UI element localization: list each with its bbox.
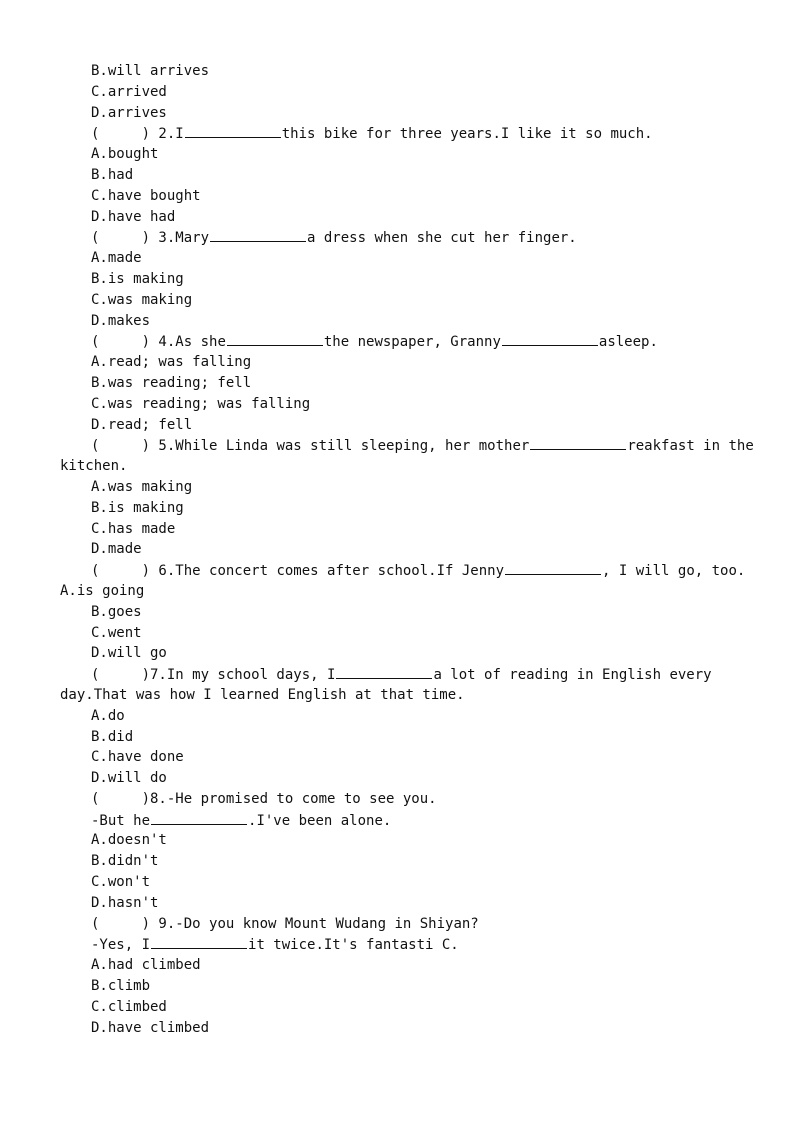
q6-number: ( ) 6. xyxy=(91,563,176,580)
q6-option-d: D.will go xyxy=(91,645,167,662)
q7-option-b: B.did xyxy=(91,728,134,745)
question-list xyxy=(60,61,754,1038)
q5-option-b: B.is making xyxy=(91,499,184,516)
q8-stem: ( )8.-He promised to come to see you. xyxy=(91,790,437,807)
q1-option-b: B.will arrives xyxy=(91,63,210,79)
q7-answer-blank[interactable] xyxy=(336,664,432,679)
q3-option-c: C.was making xyxy=(91,291,193,308)
q2-option-a: A.bought xyxy=(91,146,159,163)
q9-stem: ( ) 9.-Do you know Mount Wudang in Shiyan? xyxy=(91,915,479,932)
q8-stem-reply: -But he .I've been alone. xyxy=(60,810,750,831)
q6-option-b: B.goes xyxy=(91,603,142,620)
q9-option-c: C.climbed xyxy=(91,998,167,1015)
q3-number: ( ) 3. xyxy=(91,230,176,247)
q2-answer-blank[interactable] xyxy=(185,123,281,138)
q7-stem-continuation: day.That was how I learned English at that time. xyxy=(60,686,465,703)
q2-number: ( ) 2. xyxy=(91,126,176,143)
q1-option-d: D.arrives xyxy=(91,104,167,121)
q9-option-d: D.have climbed xyxy=(91,1019,210,1036)
q5-answer-blank[interactable] xyxy=(530,435,626,450)
q9-answer-blank[interactable] xyxy=(151,934,247,949)
q7-number: ( )7. xyxy=(91,667,167,684)
q5-number: ( ) 5. xyxy=(91,438,176,455)
q3-stem: ( ) 3.Mary a dress when she cut her finger. xyxy=(60,227,750,248)
q9-stem-reply: -Yes, I it twice.It's fantasti C. xyxy=(60,934,750,955)
q3-answer-blank[interactable] xyxy=(210,227,306,242)
q2-option-c: C.have bought xyxy=(91,187,201,204)
q2-stem: ( ) 2.I this bike for three years.I like it so much. xyxy=(60,123,750,144)
q8-answer-blank[interactable] xyxy=(151,810,247,825)
q1-option-c: C.arrived xyxy=(91,83,167,100)
q3-option-d: D.makes xyxy=(91,312,151,329)
q5-stem: ( ) 5.While Linda was still sleeping, her mother reakfast in the xyxy=(60,435,750,456)
q7-stem: ( )7.In my school days, I a lot of reading in English every xyxy=(60,664,750,685)
q8-option-d: D.hasn't xyxy=(91,894,159,911)
q6-option-a: A.is going xyxy=(60,582,145,599)
q4-answer-blank-2[interactable] xyxy=(502,331,598,346)
q5-stem-continuation: kitchen. xyxy=(60,458,128,475)
q3-option-b: B.is making xyxy=(91,270,184,287)
q3-option-a: A.made xyxy=(91,250,142,267)
q8-option-b: B.didn't xyxy=(91,853,159,870)
q4-option-d: D.read; fell xyxy=(91,416,193,433)
q5-option-a: A.was making xyxy=(91,478,193,495)
q4-answer-blank-1[interactable] xyxy=(227,331,323,346)
q9-option-a: A.had climbed xyxy=(91,957,201,974)
q4-stem: ( ) 4.As she the newspaper, Granny asleep. xyxy=(60,331,750,352)
q7-option-c: C.have done xyxy=(91,749,184,766)
q4-option-a: A.read; was falling xyxy=(91,354,252,371)
q4-option-c: C.was reading; was falling xyxy=(91,395,311,412)
q4-option-b: B.was reading; fell xyxy=(91,374,252,391)
q4-number: ( ) 4. xyxy=(91,334,176,351)
q5-option-c: C.has made xyxy=(91,520,176,537)
q6-answer-blank[interactable] xyxy=(505,560,601,575)
q6-stem: ( ) 6.The concert comes after school.If Jenny , I will go, too. xyxy=(60,560,750,581)
q8-number: ( )8. xyxy=(91,790,167,807)
q8-option-a: A.doesn't xyxy=(91,832,167,849)
q9-option-b: B.climb xyxy=(91,978,151,995)
q8-option-c: C.won't xyxy=(91,874,151,891)
q6-option-c: C.went xyxy=(91,624,142,641)
q2-option-b: B.had xyxy=(91,166,134,183)
q2-option-d: D.have had xyxy=(91,208,176,225)
q7-option-d: D.will do xyxy=(91,770,167,787)
q5-option-d: D.made xyxy=(91,541,142,558)
q9-number: ( ) 9. xyxy=(91,915,176,932)
q7-option-a: A.do xyxy=(91,707,125,724)
